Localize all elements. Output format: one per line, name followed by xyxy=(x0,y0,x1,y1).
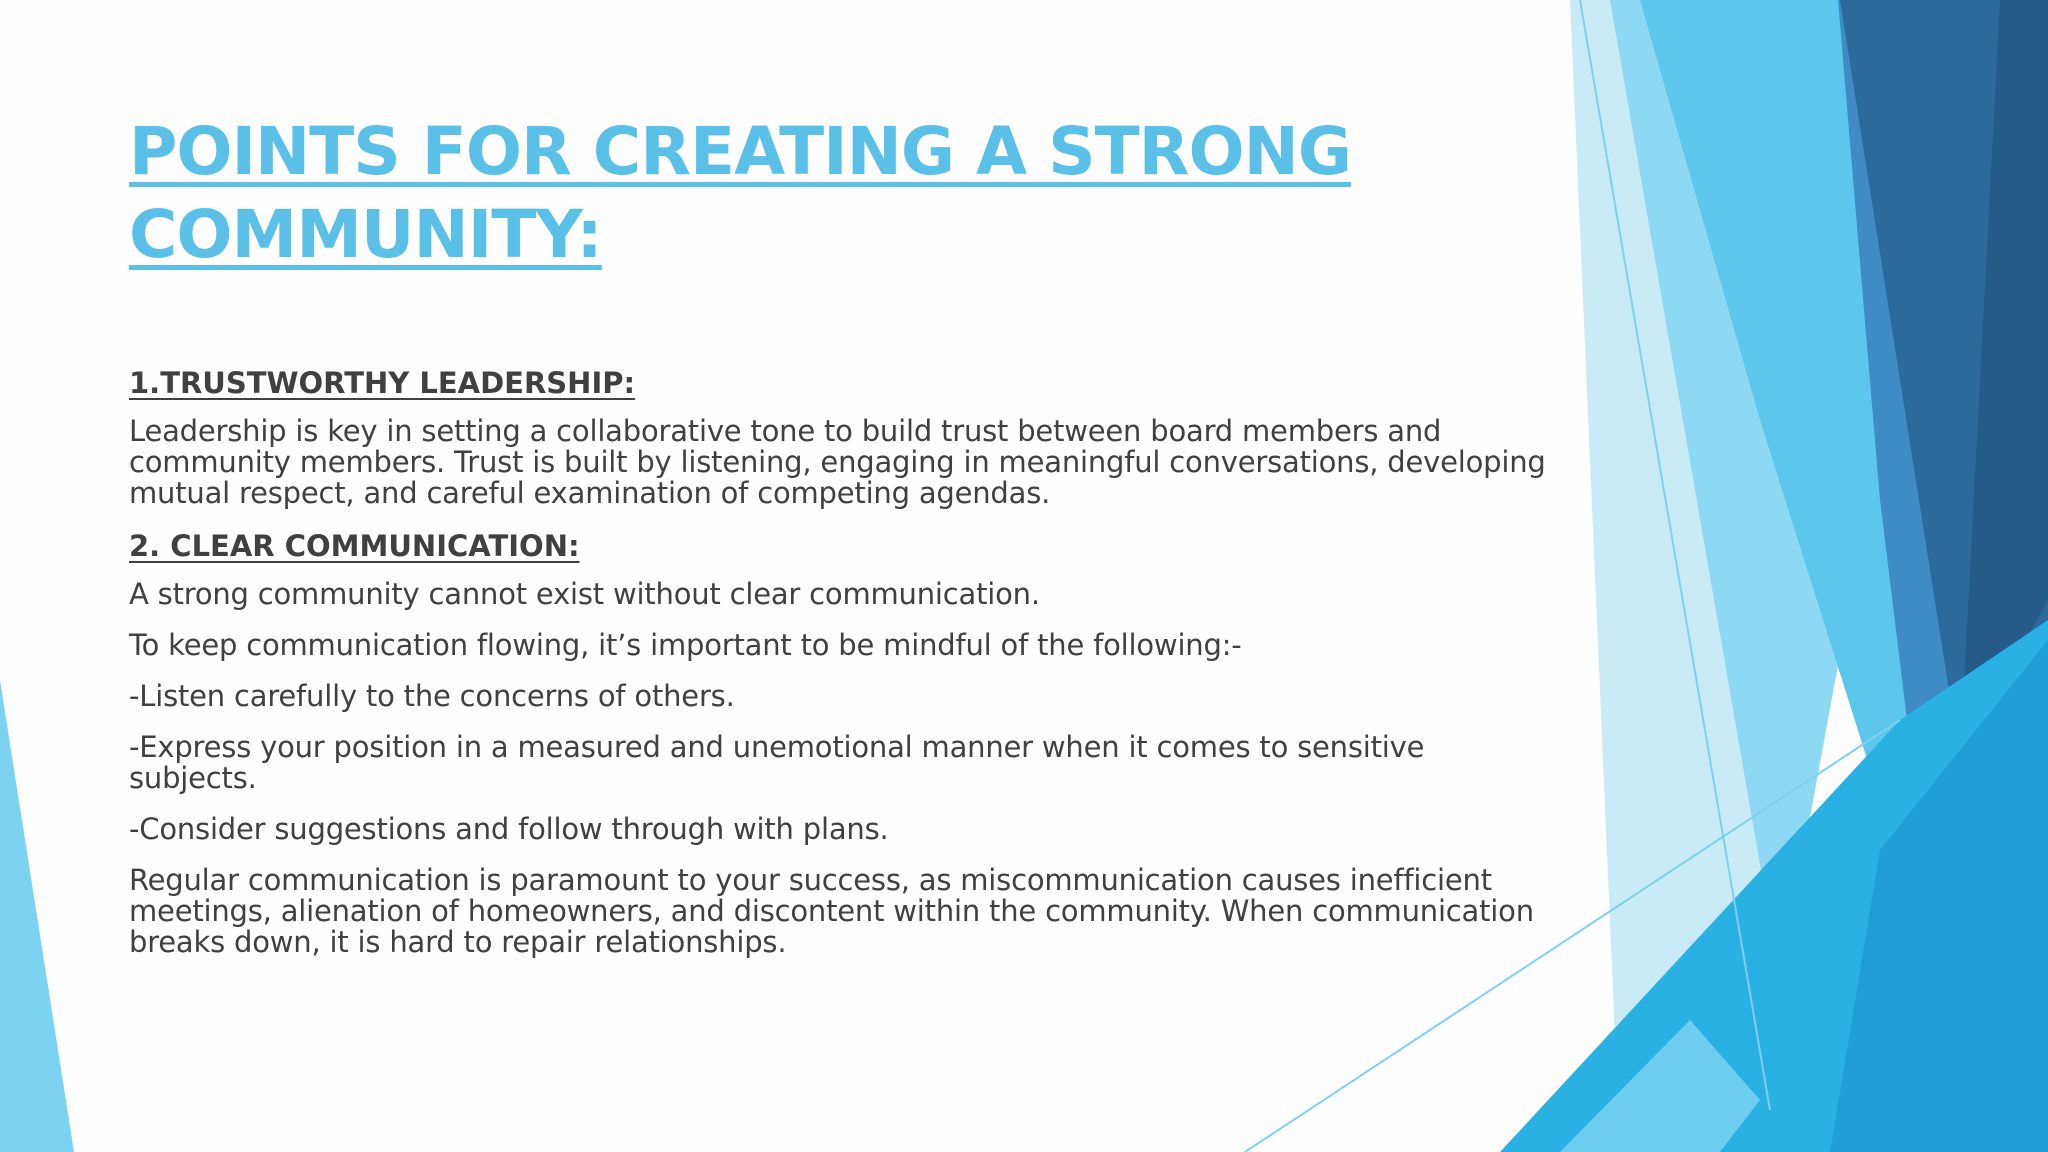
slide-content xyxy=(129,110,1559,978)
communication-paragraph-2: To keep communication flowing, it’s important to be mindful of the following:- xyxy=(129,628,1242,662)
slide-title xyxy=(129,110,1559,276)
section-heading-clear-communication: 2. CLEAR COMMUNICATION: xyxy=(129,529,580,563)
communication-bullet-express: -Express your position in a measured and unemotional manner when it comes to sensitive subjects. xyxy=(129,730,1425,795)
communication-bullet-consider: -Consider suggestions and follow through with plans. xyxy=(129,812,889,846)
title-line-1: POINTS FOR CREATING A STRONG xyxy=(129,113,1352,190)
title-line-2: COMMUNITY: xyxy=(129,196,602,273)
communication-paragraph-1: A strong community cannot exist without clear communication. xyxy=(129,577,1040,611)
communication-bullet-listen: -Listen carefully to the concerns of others. xyxy=(129,679,735,713)
slide-body xyxy=(129,366,1559,958)
leadership-paragraph: Leadership is key in setting a collaborative tone to build trust between board members and community members. Trust is built by listening, engaging in meaningful conversations, developing mutual respect, and careful examination of competing agendas. xyxy=(129,414,1546,510)
section-heading-trustworthy-leadership: 1.TRUSTWORTHY LEADERSHIP: xyxy=(129,366,636,400)
left-accent-facet xyxy=(0,680,74,1152)
communication-paragraph-closing: Regular communication is paramount to your success, as miscommunication causes inefficient meetings, alienation of homeowners, and discontent within the community. When communication breaks down, it is hard to repair relationships. xyxy=(129,863,1534,959)
